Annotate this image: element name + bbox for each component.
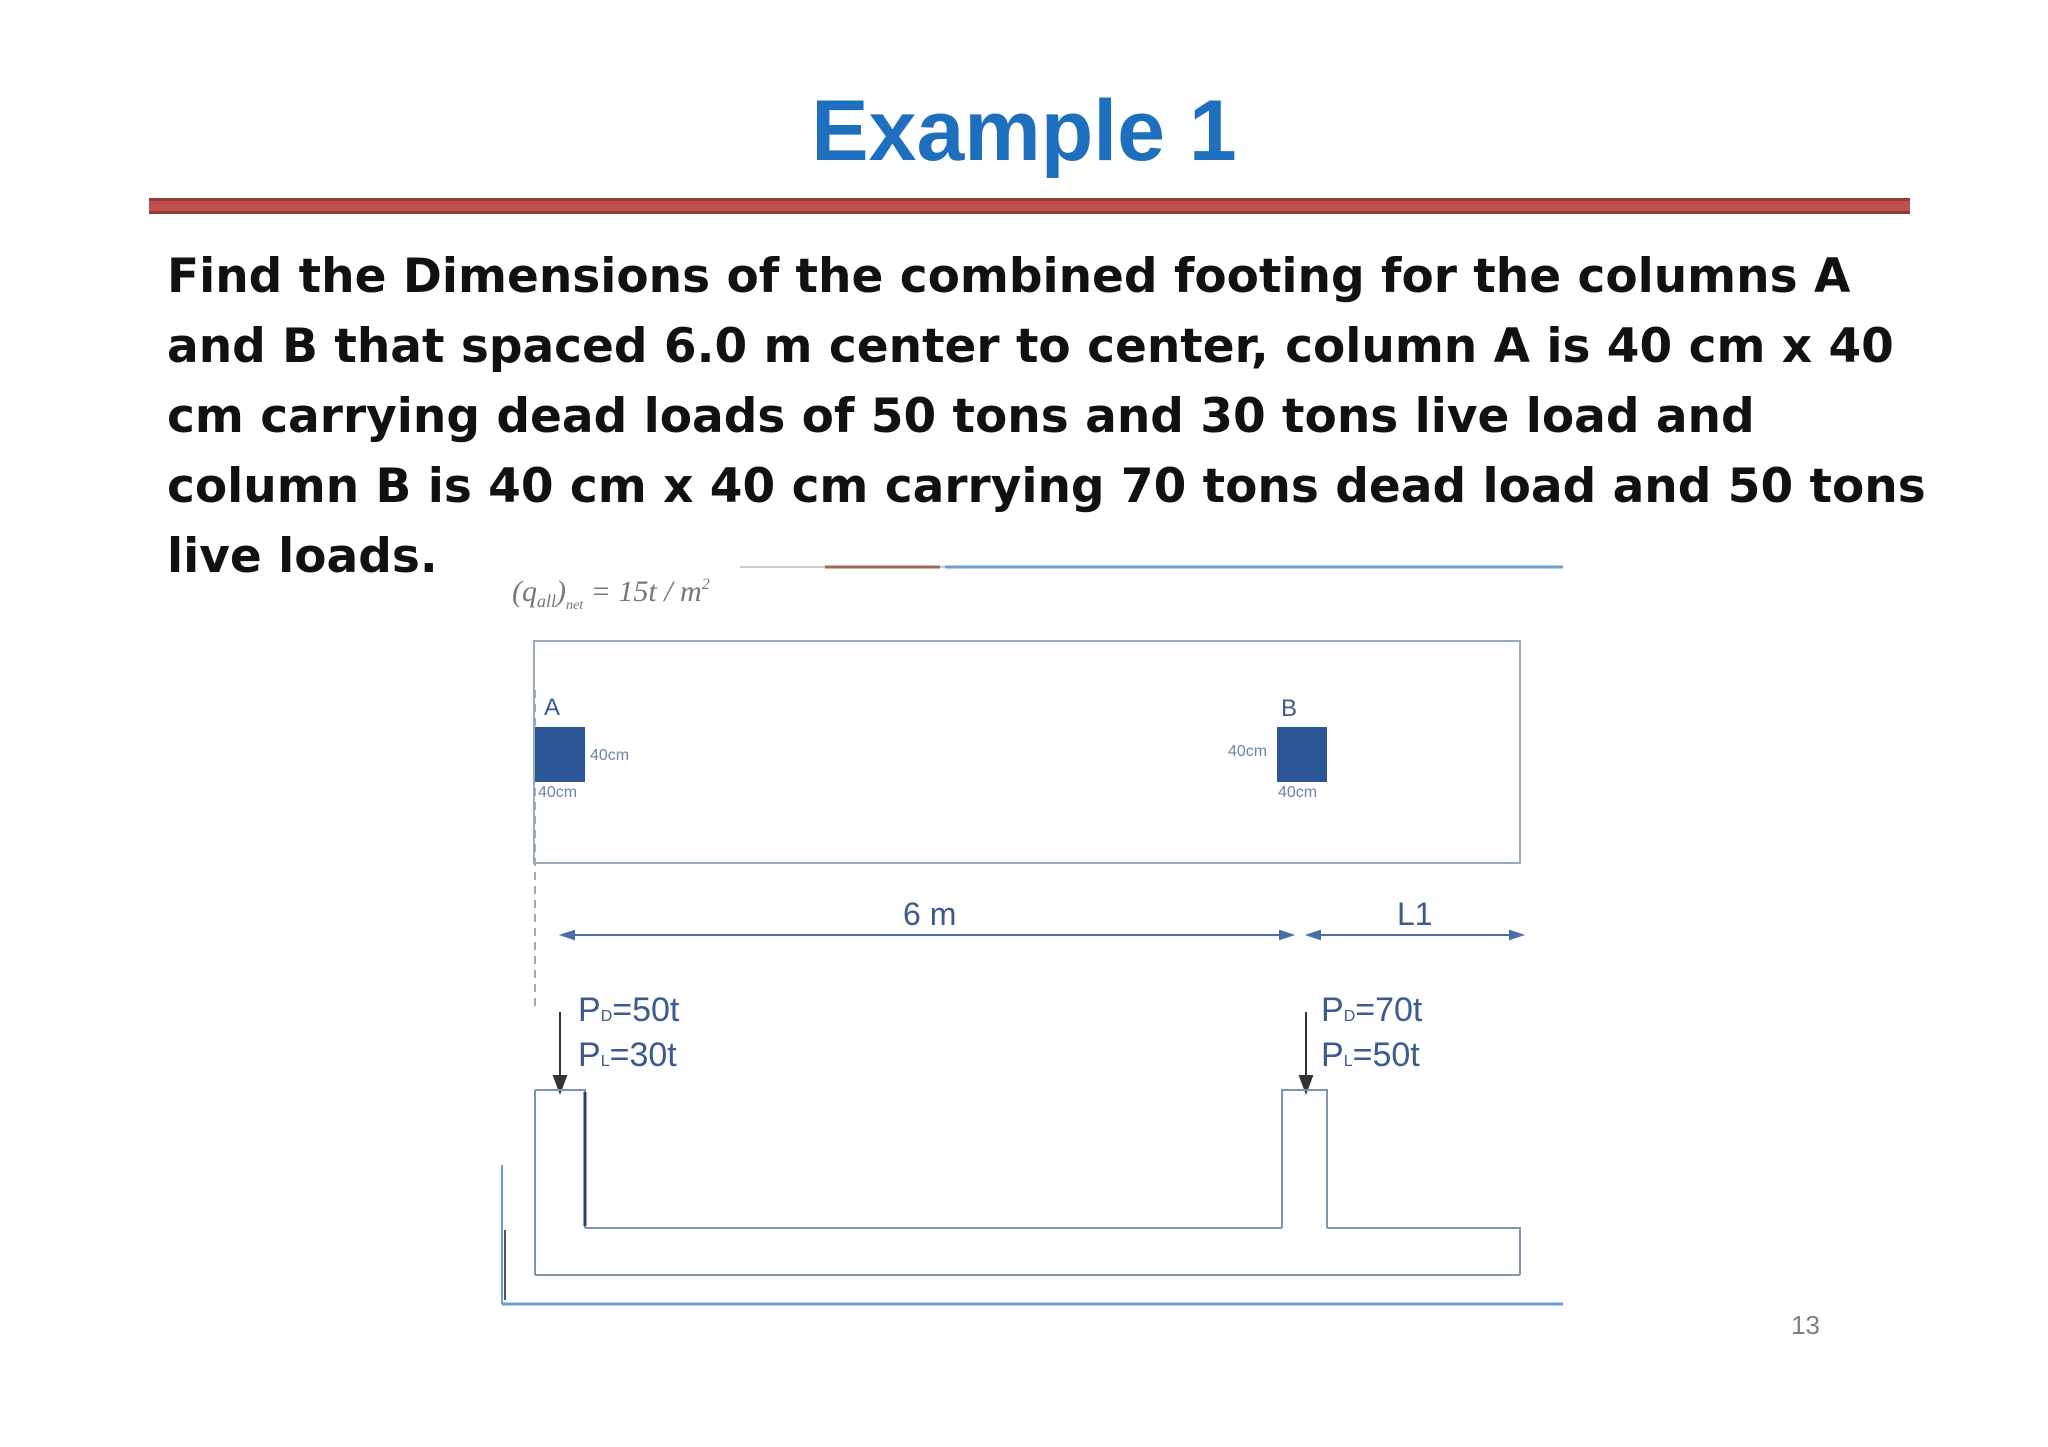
footing-right-top-edge xyxy=(1327,1228,1520,1275)
column-b-label: B xyxy=(1281,695,1298,722)
column-b-elevation xyxy=(1282,1090,1327,1228)
column-a-depth-label: 40cm xyxy=(538,784,578,801)
page-number: 13 xyxy=(1791,1310,1820,1340)
spacing-dimension xyxy=(562,931,1522,939)
column-b-live-load: PL=50t xyxy=(1321,1036,1420,1074)
bearing-capacity-label: $(q_{all})_{net} = 15t / m^2$ xyxy=(512,575,710,613)
overhang-label: L1 xyxy=(1397,896,1433,932)
column-a-dead-load: PD=50t xyxy=(578,991,680,1029)
column-b-dead-load: PD=70t xyxy=(1321,991,1423,1029)
column-b-depth-label: 40cm xyxy=(1278,784,1318,801)
column-a-elevation xyxy=(535,1090,585,1228)
plan-view-outline xyxy=(534,641,1520,863)
column-a-width-label: 40cm xyxy=(590,747,630,764)
column-b-width-label: 40cm xyxy=(1228,743,1268,760)
column-a-live-load: PL=30t xyxy=(578,1036,677,1074)
column-b-load-arrow xyxy=(1300,1012,1312,1092)
problem-statement: Find the Dimensions of the combined footing for the columns A and B that spaced 6.0 m center to center, column A is 40 cm x 40 cm carrying dead loads of 50 tons and 30 tons live load and column B is 40 cm x 40 cm carrying 70 tons dead load and 50 tons live loads. xyxy=(167,249,1926,584)
column-b-plan xyxy=(1277,727,1327,782)
column-a-load-arrow xyxy=(554,1012,566,1092)
column-a-label: A xyxy=(544,694,561,721)
slide-title: Example 1 xyxy=(811,83,1237,179)
column-a-plan xyxy=(535,727,585,782)
spacing-label: 6 m xyxy=(903,896,957,932)
elevation-view xyxy=(535,1090,1520,1275)
